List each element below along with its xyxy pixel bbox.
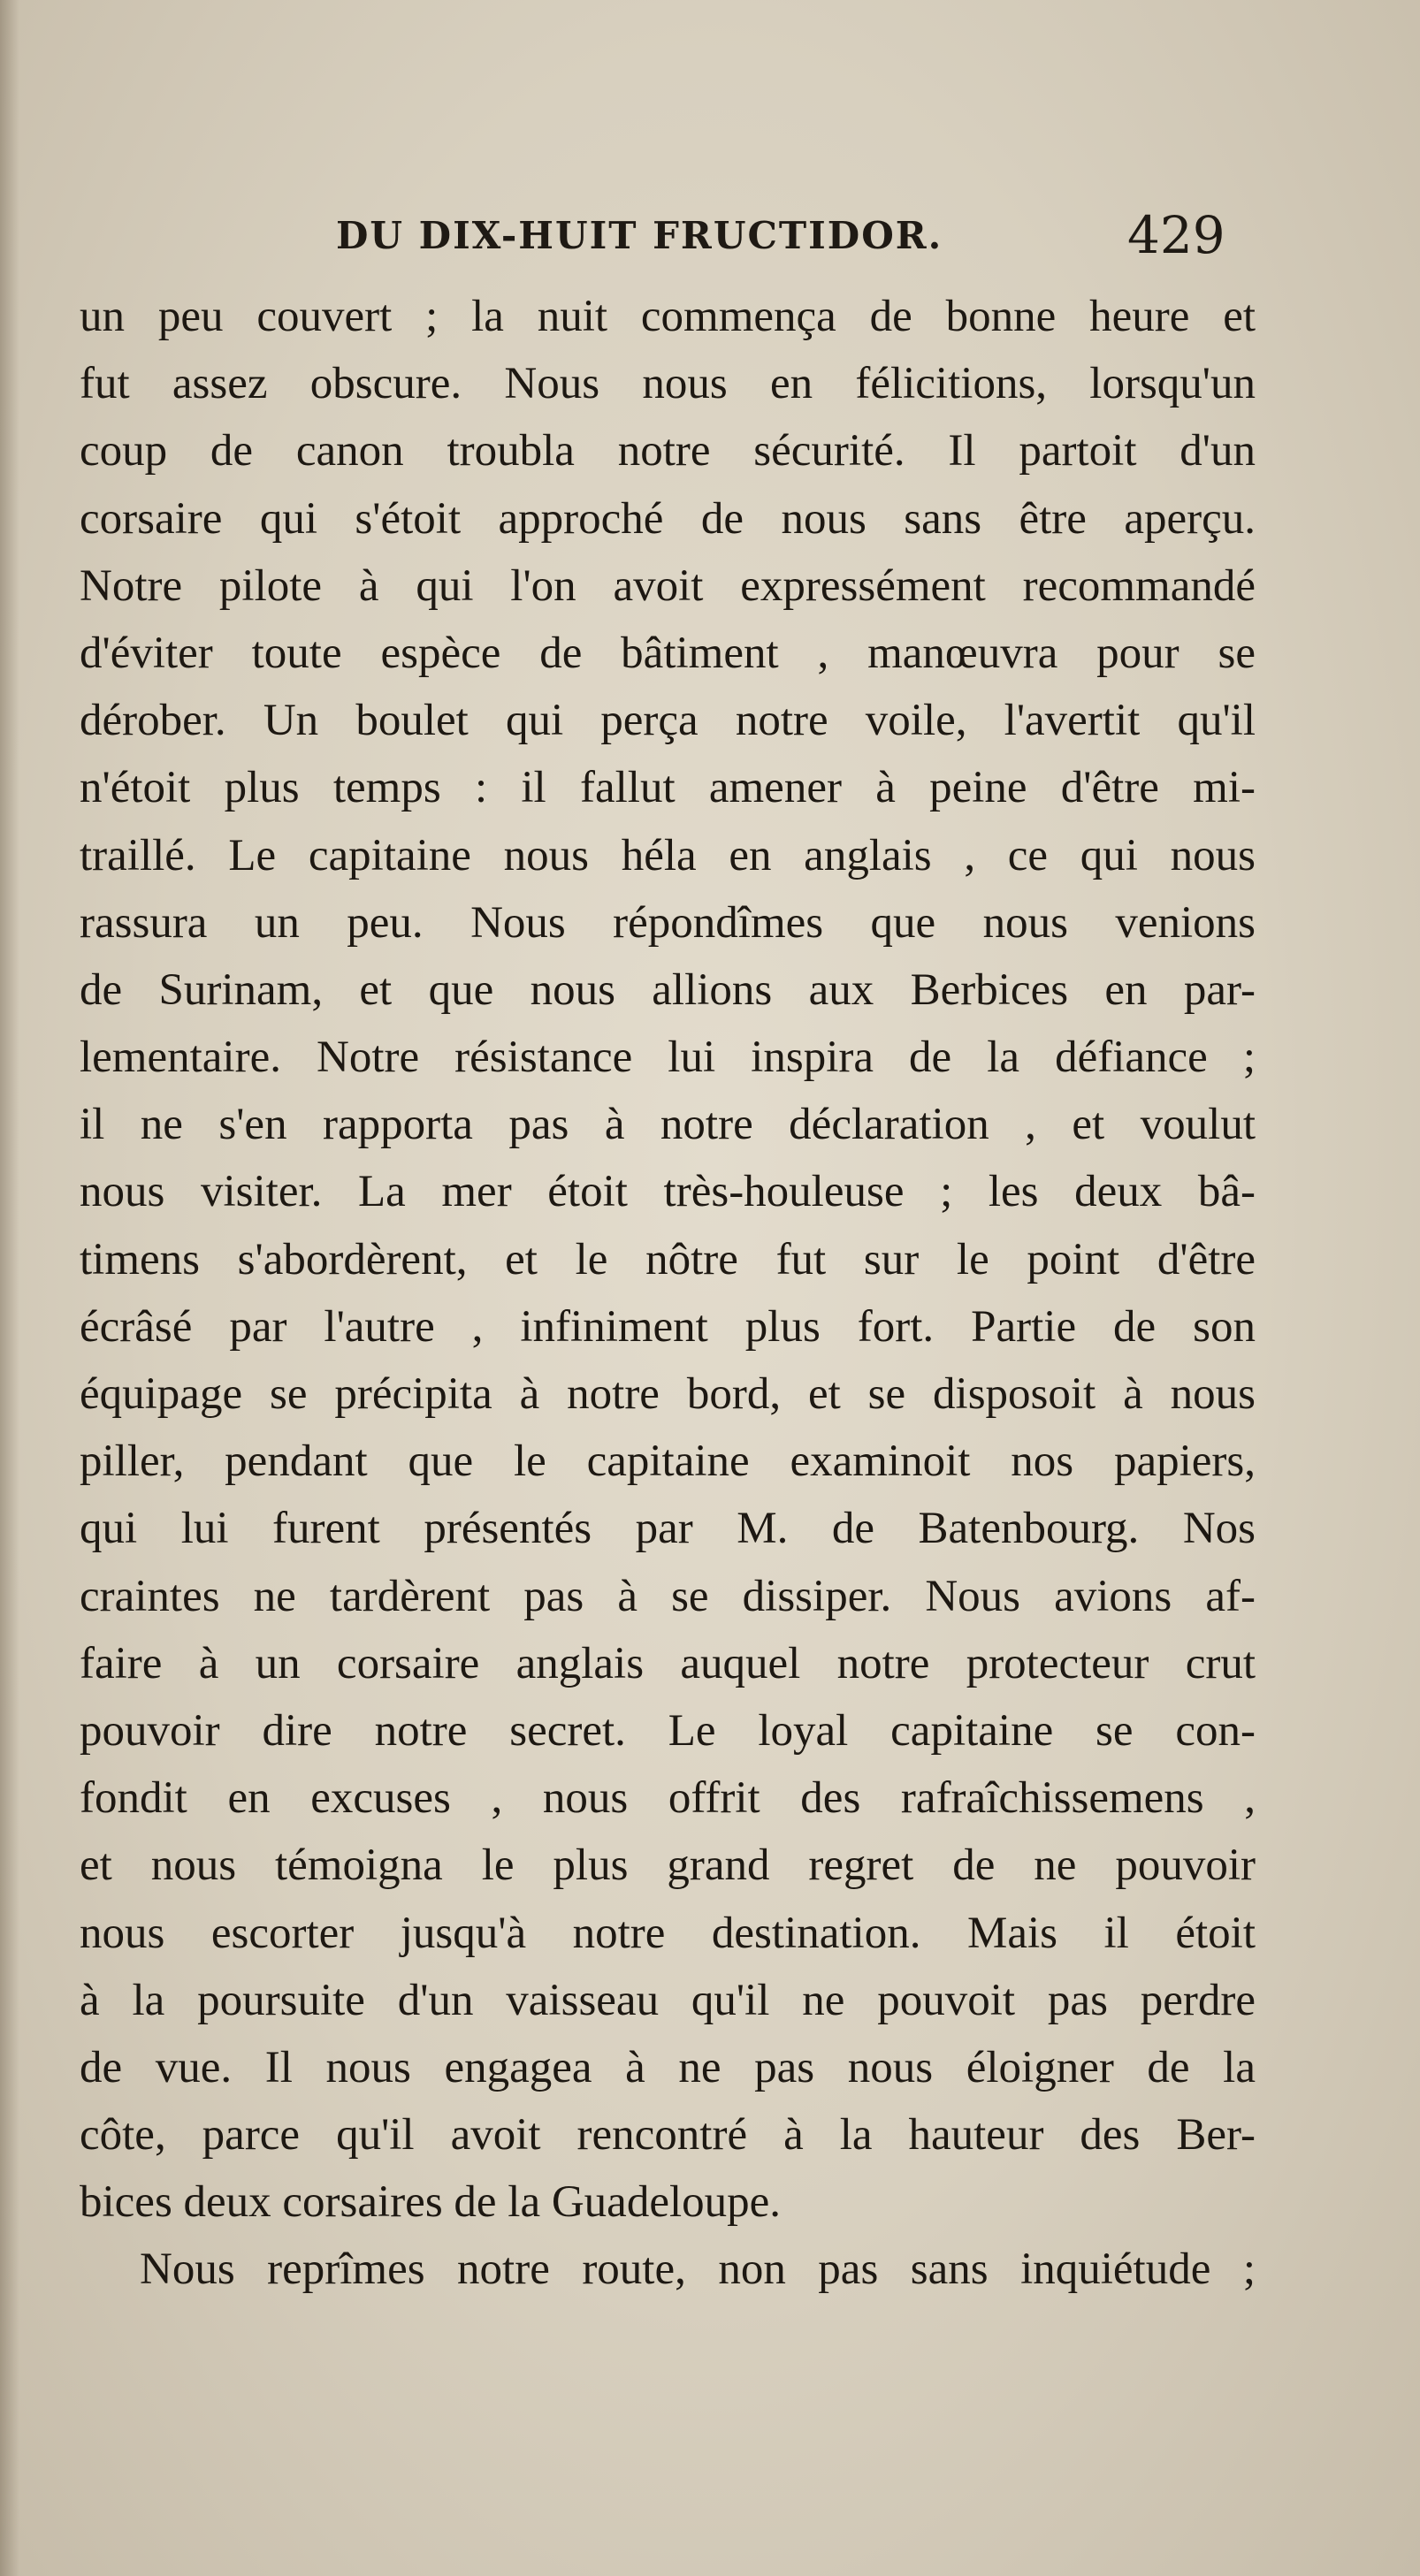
text-line: dérober. Un boulet qui perça notre voile, l'avertit qu'il <box>80 696 1256 746</box>
text-line: faire à un corsaire anglais auquel notre protecteur crut <box>80 1638 1256 1688</box>
text-line: fut assez obscure. Nous nous en félicitions, lorsqu'un <box>80 359 1256 409</box>
page-header <box>80 205 1229 276</box>
text-line: Notre pilote à qui l'on avoit expressément recommandé <box>80 560 1256 611</box>
text-line: un peu couvert ; la nuit commença de bonne heure et <box>80 292 1256 341</box>
text-line: et nous témoigna le plus grand regret de ne pouvoir <box>80 1841 1256 1891</box>
text-line: de Surinam, et que nous allions aux Berbices en par- <box>80 964 1256 1015</box>
text-line: d'éviter toute espèce de bâtiment , manœuvra pour se <box>80 628 1256 678</box>
text-line: de vue. Il nous engagea à ne pas nous éloigner de la <box>80 2042 1256 2092</box>
page-number: 429 <box>1127 205 1225 265</box>
text-line: n'étoit plus temps : il fallut amener à peine d'être mi- <box>80 763 1256 813</box>
text-line: à la poursuite d'un vaisseau qu'il ne pouvoit pas perdre <box>80 1975 1256 2025</box>
text-line: rassura un peu. Nous répondîmes que nous venions <box>80 897 1256 948</box>
body-text <box>80 283 1256 2304</box>
text-line: coup de canon troubla notre sécurité. Il partoit d'un <box>80 426 1256 476</box>
text-line: qui lui furent présentés par M. de Batenbourg. Nos <box>80 1504 1256 1554</box>
text-line: Nous reprîmes notre route, non pas sans inquiétude ; <box>140 2244 1256 2295</box>
text-line: lementaire. Notre résistance lui inspira de la défiance ; <box>80 1033 1256 1083</box>
text-line: corsaire qui s'étoit approché de nous sans être aperçu. <box>80 493 1256 544</box>
text-line: nous escorter jusqu'à notre destination. Mais il étoit <box>80 1908 1256 1958</box>
text-line: pouvoir dire notre secret. Le loyal capitaine se con- <box>80 1705 1256 1756</box>
text-line: équipage se précipita à notre bord, et se disposoit à nous <box>80 1369 1256 1419</box>
text-line: bices deux corsaires de la Guadeloupe. <box>80 2177 782 2228</box>
text-line: traillé. Le capitaine nous héla en anglais , ce qui nous <box>80 830 1256 880</box>
page-gutter-shadow <box>0 0 19 2576</box>
running-title: DU DIX-HUIT FRUCTIDOR. <box>336 214 943 257</box>
text-line: nous visiter. La mer étoit très-houleuse ; les deux bâ- <box>80 1167 1256 1217</box>
text-line: fondit en excuses , nous offrit des rafraîchissemens , <box>80 1773 1256 1824</box>
text-line: écrâsé par l'autre , infiniment plus fort. Partie de son <box>80 1301 1256 1352</box>
text-line: côte, parce qu'il avoit rencontré à la hauteur des Ber- <box>80 2110 1256 2161</box>
text-line: timens s'abordèrent, et le nôtre fut sur le point d'être <box>80 1234 1256 1284</box>
text-line: craintes ne tardèrent pas à se dissiper. Nous avions af- <box>80 1571 1256 1621</box>
text-line: il ne s'en rapporta pas à notre déclaration , et voulut <box>80 1100 1256 1150</box>
text-line: piller, pendant que le capitaine examinoit nos papiers, <box>80 1437 1256 1487</box>
